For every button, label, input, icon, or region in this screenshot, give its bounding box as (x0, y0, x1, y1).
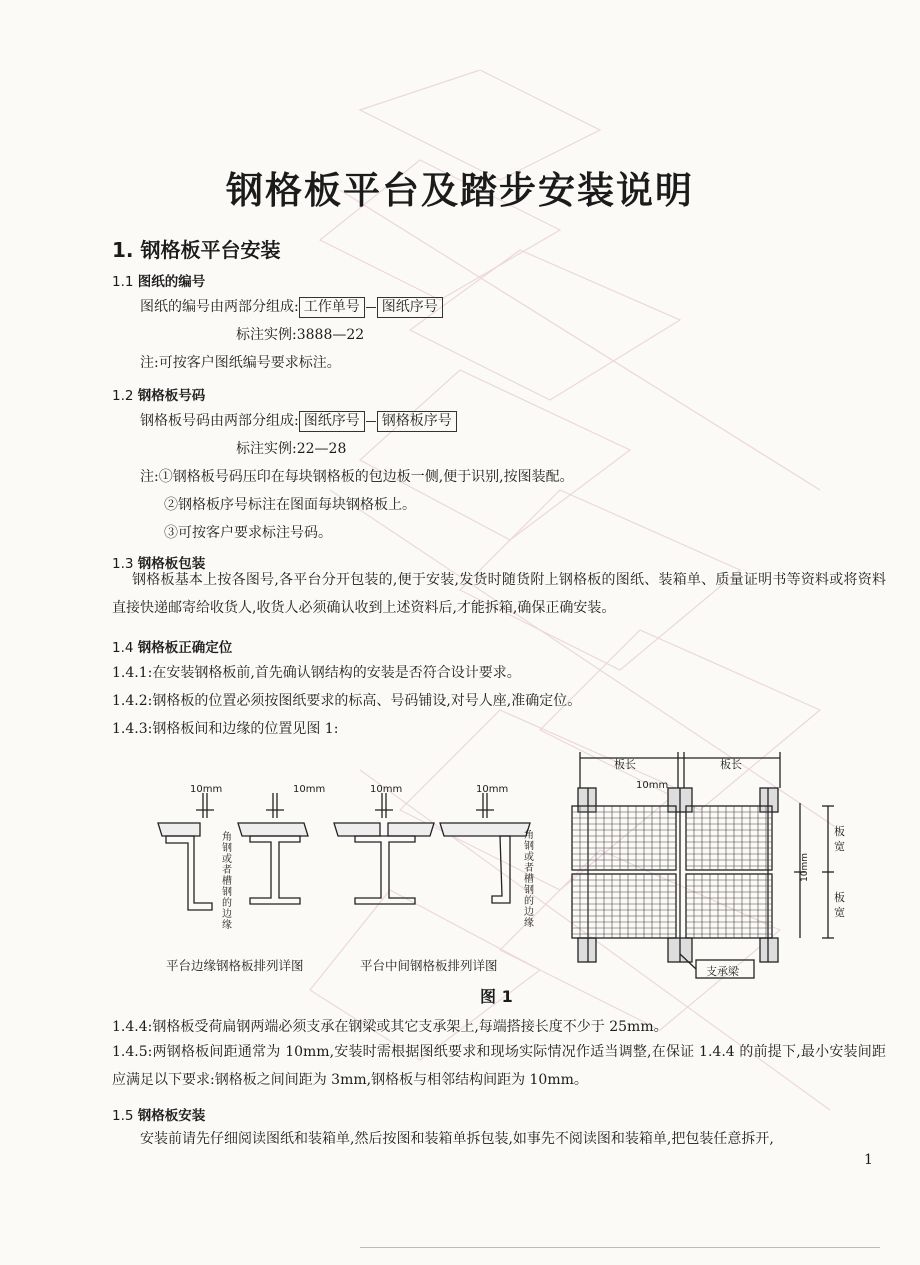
caption-mid-detail: 平台中间钢格板排列详图 (360, 958, 498, 973)
plan-view (572, 752, 834, 978)
grating-note-1: 注:①钢格板号码压印在每块钢格板的包边板一侧,便于识别,按图装配。 (140, 469, 574, 485)
subsection-1-4-heading (112, 636, 232, 656)
subsection-title: 钢格板包装 (137, 556, 206, 572)
page-title: 钢格板平台及踏步安装说明 (226, 168, 694, 212)
grating-number-rule (140, 410, 457, 432)
board-length-label: 板长 (720, 758, 742, 771)
subsection-title: 钢格板正确定位 (137, 640, 233, 656)
section-title: 钢格板平台安装 (140, 238, 281, 262)
box-drawing-seq: 图纸序号 (377, 297, 443, 318)
grating-note-3: ③可按客户要求标注号码。 (164, 525, 332, 541)
box-grating-seq: 钢格板序号 (377, 411, 457, 432)
section-number: 1. (112, 238, 134, 262)
board-width-label: 板宽 (834, 825, 845, 853)
subsection-1-2-heading (112, 384, 205, 404)
bottom-edge-line (360, 1247, 880, 1248)
board-length-label: 板长 (614, 758, 636, 771)
installation-paragraph: 安装前请先仔细阅读图纸和装箱单,然后按图和装箱单拆包装,如事先不阅读图和装箱单,把包装任意拆开, (140, 1131, 774, 1147)
plan-gap-label: 10mm (636, 780, 669, 791)
page-number: 1 (864, 1152, 873, 1168)
side-label-left: 角钢或者槽钢的边缘 (222, 832, 232, 931)
subsection-number: 1.5 (112, 1108, 134, 1124)
drawing-number-note: 注:可按客户图纸编号要求标注。 (140, 355, 341, 371)
board-width-label: 板宽 (834, 891, 845, 919)
subsection-number: 1.1 (112, 274, 134, 290)
gap-label: 10mm (370, 784, 403, 795)
item-1-4-2: 1.4.2:钢格板的位置必须按图纸要求的标高、号码铺设,对号人座,准确定位。 (112, 693, 582, 709)
rule-prefix: 图纸的编号由两部分组成: (140, 299, 299, 315)
grating-note-2: ②钢格板序号标注在图面每块钢格板上。 (164, 497, 416, 513)
dash (366, 307, 376, 308)
gap-label: 10mm (190, 784, 223, 795)
drawing-number-rule (140, 296, 443, 318)
support-beam-label: 支承梁 (706, 965, 739, 978)
edge-detail-left (158, 793, 214, 910)
subsection-title: 图纸的编号 (137, 274, 206, 290)
edge-detail-right (440, 793, 530, 903)
box-drawing-seq: 图纸序号 (299, 411, 365, 432)
figure-title: 图 1 (480, 987, 513, 1006)
dash (366, 421, 376, 422)
item-1-4-1: 1.4.1:在安装钢格板前,首先确认钢结构的安装是否符合设计要求。 (112, 665, 521, 681)
subsection-title: 钢格板安装 (137, 1108, 206, 1124)
caption-edge-detail: 平台边缘钢格板排列详图 (166, 958, 304, 973)
section-1-heading (112, 234, 280, 263)
item-1-4-5: 1.4.5:两钢格板间距通常为 10mm,安装时需根据图纸要求和现场实际情况作适当调整,在保证 1.4.4 的前提下,最小安装间距应满足以下要求:钢格板之间间距为 3mm,钢格板与相邻结构间距为 10mm。 (112, 1044, 886, 1088)
gap-label: 10mm (293, 784, 326, 795)
item-1-4-4: 1.4.4:钢格板受荷扁钢两端必须支承在钢梁或其它支承架上,每端搭接长度不少于 25mm。 (112, 1019, 668, 1035)
mid-detail-ibeam-1 (238, 793, 308, 904)
gap-label: 10mm (476, 784, 509, 795)
plan-gap-label-vertical: 10mm (800, 853, 810, 882)
grating-mesh (572, 806, 772, 938)
mid-detail-ibeam-2 (334, 793, 434, 904)
subsection-title: 钢格板号码 (137, 388, 206, 404)
packaging-paragraph: 钢格板基本上按各图号,各平台分开包装的,便于安装,发货时随货附上钢格板的图纸、装箱单、质量证明书等资料或将资料直接快递邮寄给收货人,收货人必须确认收到上述资料后,才能拆箱,确保正确安装。 (112, 572, 886, 616)
grating-number-example: 标注实例:22—28 (236, 441, 347, 457)
rule-prefix: 钢格板号码由两部分组成: (140, 413, 299, 429)
subsection-1-1-heading (112, 270, 205, 290)
subsection-number: 1.4 (112, 640, 134, 656)
subsection-1-5-heading (112, 1104, 205, 1124)
subsection-number: 1.3 (112, 556, 134, 572)
drawing-number-example: 标注实例:3888—22 (236, 327, 365, 343)
item-1-4-3: 1.4.3:钢格板间和边缘的位置见图 1: (112, 721, 339, 737)
subsection-number: 1.2 (112, 388, 134, 404)
box-work-order: 工作单号 (299, 297, 365, 318)
side-label-right: 角钢或者槽钢的边缘 (524, 830, 534, 929)
